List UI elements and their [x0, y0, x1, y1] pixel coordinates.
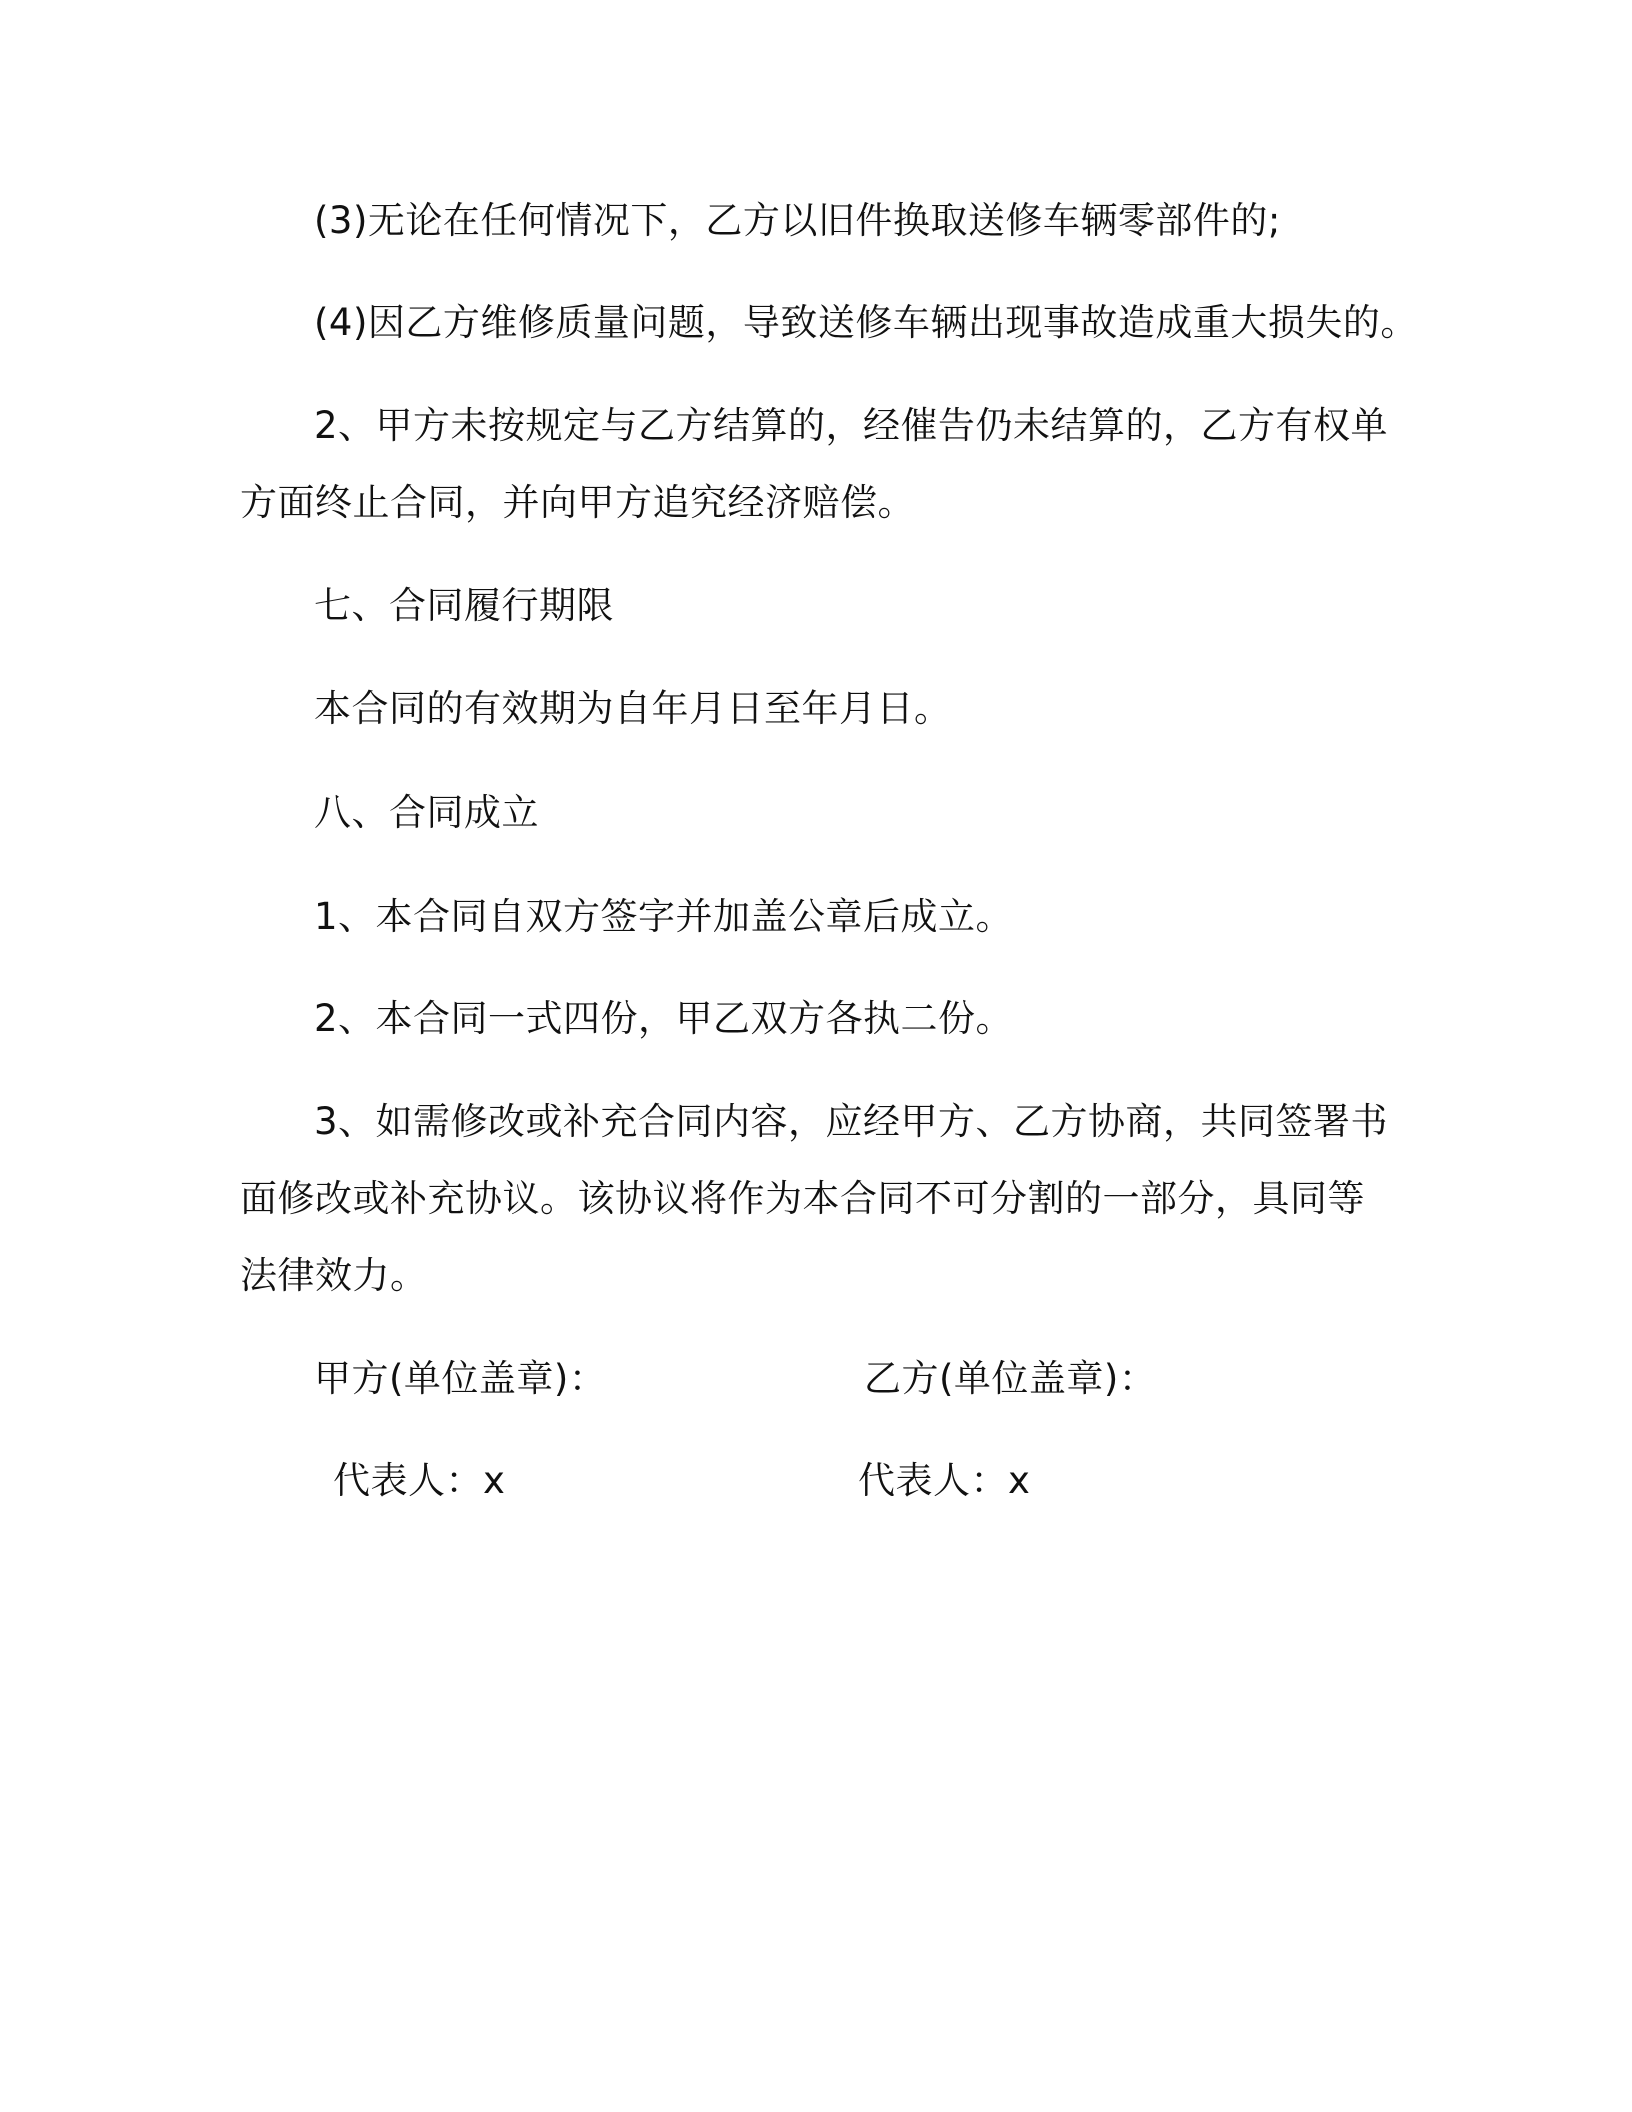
- section-8-heading: 八、合同成立: [314, 791, 539, 834]
- item-2-line-1: 2、甲方未按规定与乙方结算的，经催告仍未结算的，乙方有权单: [314, 404, 1389, 447]
- section-7-heading: 七、合同履行期限: [314, 584, 614, 627]
- party-b-representative: 代表人：x: [858, 1459, 1031, 1502]
- section-8-item-3-line-1: 3、如需修改或补充合同内容，应经甲方、乙方协商，共同签署书: [314, 1100, 1389, 1143]
- section-8-item-1: 1、本合同自双方签字并加盖公章后成立。: [314, 895, 1014, 938]
- section-7-body: 本合同的有效期为自年月日至年月日。: [314, 687, 952, 730]
- party-a-representative: 代表人：x: [333, 1459, 506, 1502]
- party-a-seal-label: 甲方(单位盖章)：: [314, 1357, 607, 1400]
- section-8-item-3-line-2: 面修改或补充协议。该协议将作为本合同不可分割的一部分，具同等: [240, 1177, 1365, 1220]
- clause-4: (4)因乙方维修质量问题，导致送修车辆出现事故造成重大损失的。: [314, 301, 1418, 344]
- party-b-seal-label: 乙方(单位盖章)：: [864, 1357, 1157, 1400]
- section-8-item-3-line-3: 法律效力。: [240, 1254, 428, 1297]
- section-8-item-2: 2、本合同一式四份，甲乙双方各执二份。: [314, 997, 1014, 1040]
- clause-3: (3)无论在任何情况下，乙方以旧件换取送修车辆零部件的;: [314, 199, 1281, 242]
- item-2-line-2: 方面终止合同，并向甲方追究经济赔偿。: [240, 481, 915, 524]
